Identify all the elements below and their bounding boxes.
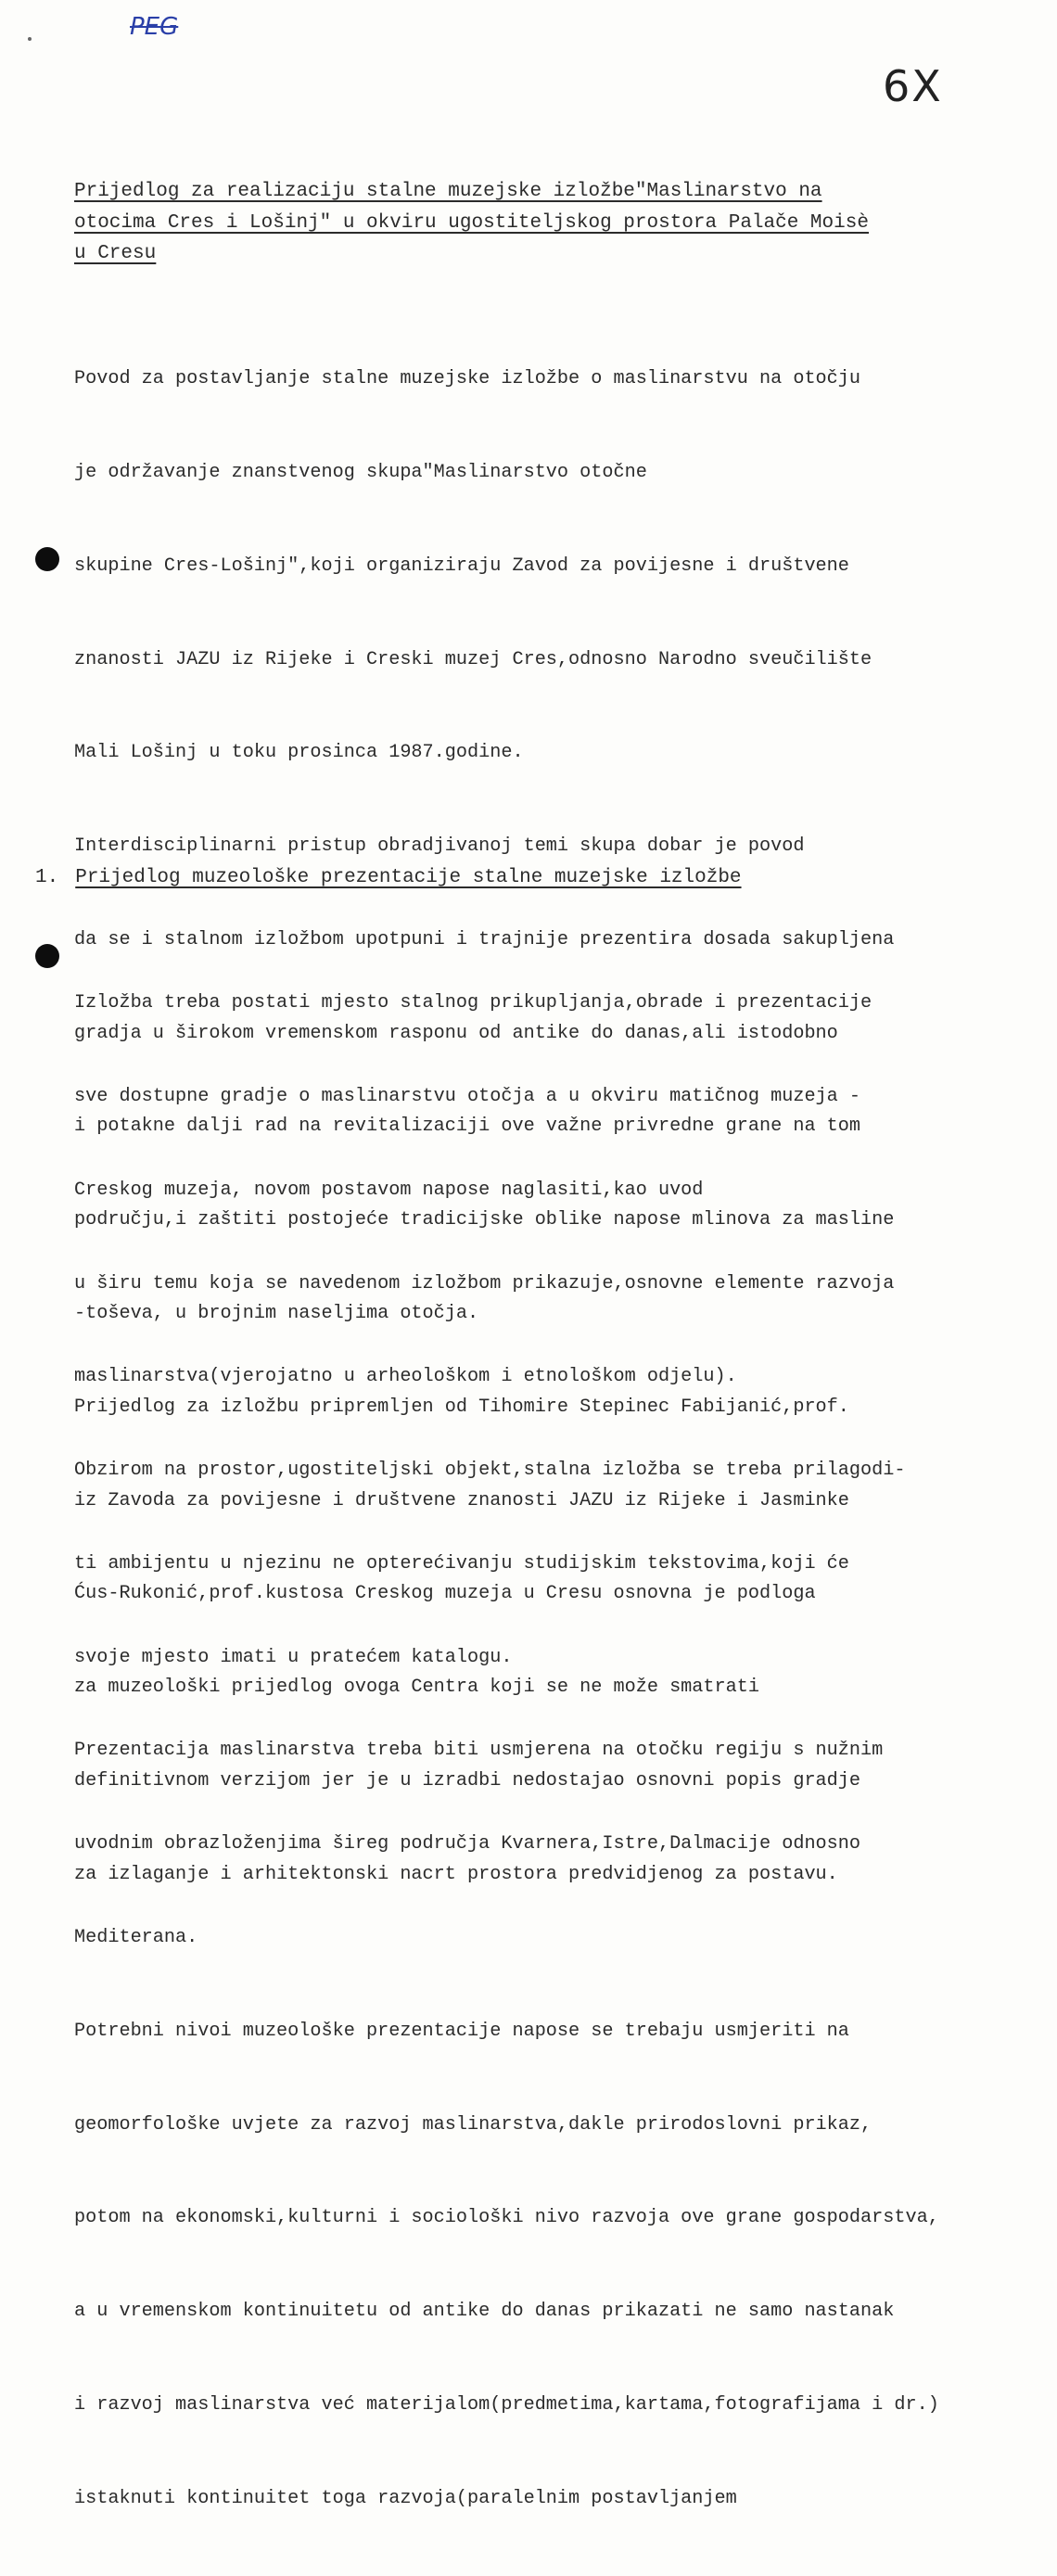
text-line: istaknuti kontinuitet toga razvoja(paralelnim postavljanjem xyxy=(74,2487,737,2509)
text-line: Mediterana. xyxy=(74,1927,198,1948)
text-line: uvodnim obrazloženjima šireg područja Kvarnera,Istre,Dalmacije odnosno xyxy=(74,1833,861,1855)
corner-handwritten-note: PEG xyxy=(130,13,179,41)
text-line: Ćus-Rukonić,prof.kustosa Creskog muzeja u Cresu osnovna je podloga xyxy=(74,1583,816,1605)
text-line: geomorfološke uvjete za razvoj maslinarstva,dakle prirodoslovni prikaz, xyxy=(74,2113,872,2136)
text-line: za izlaganje i arhitektonski nacrt prostora predvidjenog za postavu. xyxy=(74,1863,838,1885)
text-line: iz Zavoda za povijesne i društvene znanosti JAZU iz Rijeke i Jasminke xyxy=(74,1489,849,1511)
text-line: znanosti JAZU iz Rijeke i Creski muzej Cres,odnosno Narodno sveučilište xyxy=(74,648,872,670)
document-title xyxy=(74,176,964,270)
text-line: Povod za postavljanje stalne muzejske izložbe o maslinarstvu na otočju xyxy=(74,368,861,390)
text-line: a u vremenskom kontinuitetu od antike do danas prikazati ne samo nastanak xyxy=(74,2301,895,2323)
text-line: maslinarstva(vjerojatno u arheološkom i etnološkom odjelu). xyxy=(74,1366,737,1388)
text-line: ti ambijentu u njezinu ne opterećivanju studijskim tekstovima,koji će xyxy=(74,1552,849,1575)
text-line: definitivnom verzijom jer je u izradbi nedostajao osnovni popis gradje xyxy=(74,1769,861,1792)
text-line: je održavanje znanstvenog skupa"Maslinarstvo otočne xyxy=(74,461,647,483)
title-line: u Cresu xyxy=(74,243,157,265)
section-title: Prijedlog muzeološke prezentacije stalne muzejske izložbe xyxy=(75,867,742,888)
text-line: da se i stalnom izložbom upotpuni i trajnije prezentira dosada sakupljena xyxy=(74,928,895,950)
text-line: Prijedlog za izložbu pripremljen od Tihomire Stepinec Fabijanić,prof. xyxy=(74,1396,849,1418)
text-line: u širu temu koja se navedenom izložbom prikazuje,osnovne elemente razvoja xyxy=(74,1272,895,1294)
text-line: i razvoj maslinarstva već materijalom(predmetima,kartama,fotografijama i dr.) xyxy=(74,2393,939,2416)
margin-speck xyxy=(28,37,32,41)
section-heading xyxy=(35,862,742,894)
text-line: i potakne dalji rad na revitalizaciji ove važne privredne grane na tom xyxy=(74,1116,861,1138)
text-line: Interdisciplinarni pristup obradjivanoj temi skupa dobar je povod xyxy=(74,835,805,858)
text-line: gradja u širokom vremenskom rasponu od antike do danas,ali istodobno xyxy=(74,1022,838,1044)
handwritten-page-number: 6X xyxy=(883,61,943,111)
section-number: 1. xyxy=(35,867,59,888)
text-line: sve dostupne gradje o maslinarstvu otočja a u okviru matičnog muzeja - xyxy=(74,1085,861,1107)
text-line: svoje mjesto imati u pratećem katalogu. xyxy=(74,1646,513,1668)
title-line: Prijedlog za realizaciju stalne muzejske izložbe"Maslinarstvo na xyxy=(74,181,822,202)
text-line: Mali Lošinj u toku prosinca 1987.godine. xyxy=(74,742,524,764)
text-line: Creskog muzeja, novom postavom napose naglasiti,kao uvod xyxy=(74,1179,704,1201)
punch-hole xyxy=(35,547,59,571)
text-line: potom na ekonomski,kulturni i sociološki nivo razvoja ove grane gospodarstva, xyxy=(74,2207,939,2229)
text-line: Potrebni nivoi muzeološke prezentacije napose se trebaju usmjeriti na xyxy=(74,2020,849,2042)
section-1-paragraphs xyxy=(74,925,1001,2576)
title-line: otocima Cres i Lošinj" u okviru ugostiteljskog prostora Palače Moisè xyxy=(74,211,869,234)
text-line: Obzirom na prostor,ugostiteljski objekt,stalna izložba se treba prilagodi- xyxy=(74,1460,906,1482)
text-line: -toševa, u brojnim naseljima otočja. xyxy=(74,1303,479,1324)
text-line: Izložba treba postati mjesto stalnog prikupljanja,obrade i prezentacije xyxy=(74,992,872,1014)
text-line: Prezentacija maslinarstva treba biti usmjerena na otočku regiju s nužnim xyxy=(74,1740,884,1762)
punch-hole xyxy=(35,944,59,968)
text-line: za muzeološki prijedlog ovoga Centra koji se ne može smatrati xyxy=(74,1677,759,1699)
text-line: području,i zaštiti postojeće tradicijske oblike napose mlinova za masline xyxy=(74,1209,895,1231)
text-line: skupine Cres-Lošinj",koji organiziraju Zavod za povijesne i društvene xyxy=(74,555,849,577)
